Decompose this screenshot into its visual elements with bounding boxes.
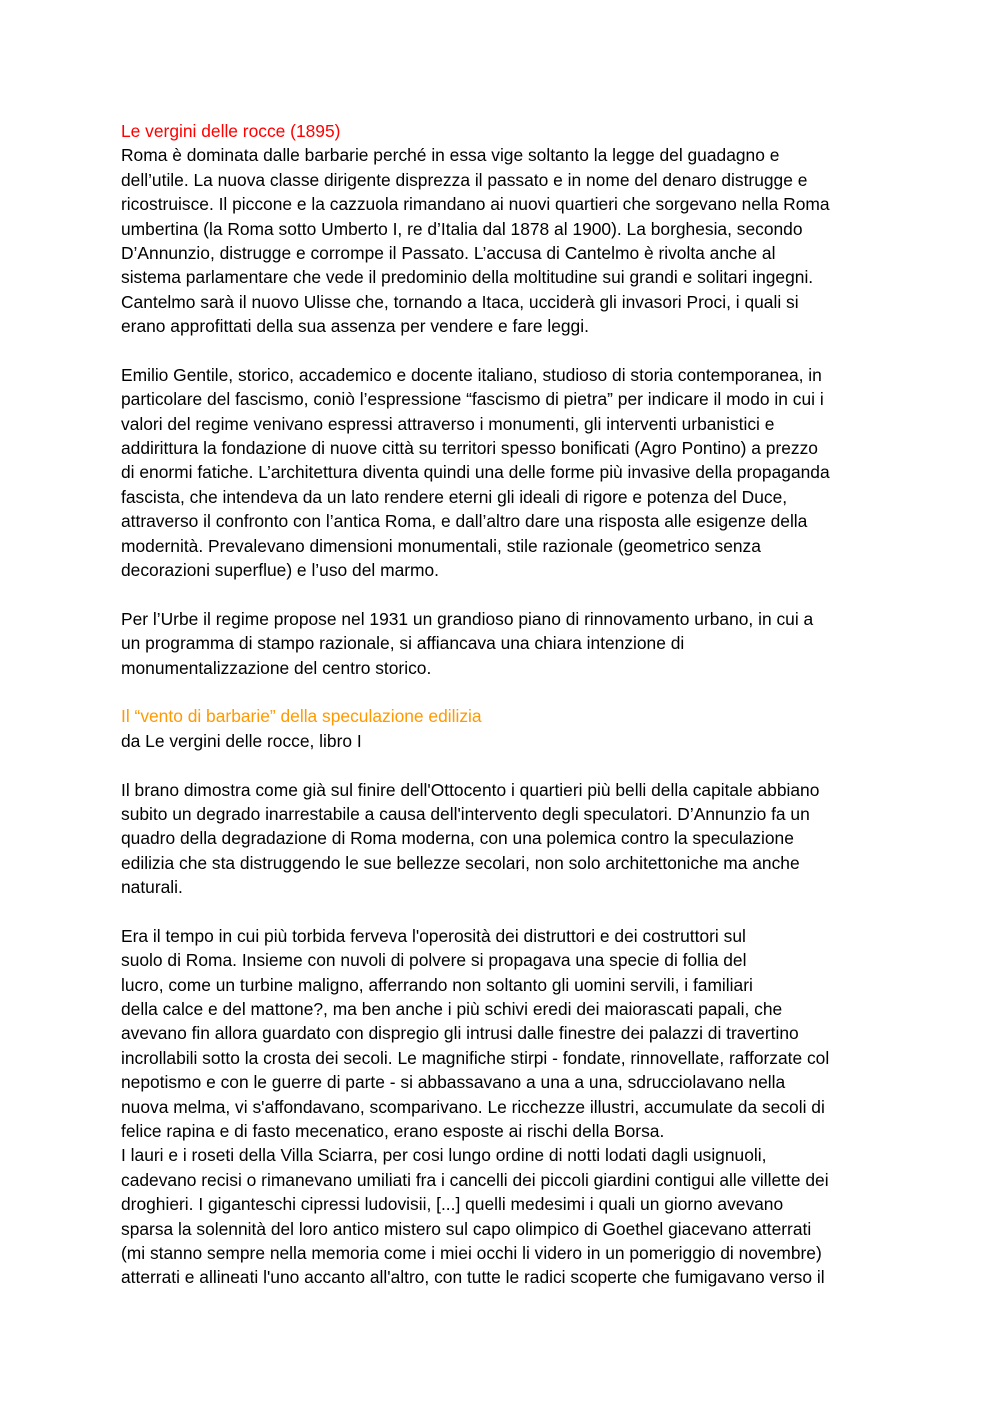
section-heading-vento-di-barbarie: Il “vento di barbarie” della speculazione edilizia	[121, 706, 482, 727]
text-line: edilizia che sta distruggendo le sue bellezze secolari, non solo architettoniche ma anche	[121, 852, 800, 873]
text-line: sparsa la solennità del loro antico mistero sul capo olimpico di Goethel giacevano atterrati	[121, 1218, 812, 1239]
text-line: Per l’Urbe il regime propose nel 1931 un grandioso piano di rinnovamento urbano, in cui a	[121, 608, 814, 629]
text-line: naturali.	[121, 877, 183, 898]
text-line: particolare del fascismo, coniò l’espressione “fascismo di pietra” per indicare il modo in cui i	[121, 389, 824, 410]
text-line: fascista, che intendeva da un lato rendere eterni gli ideali di rigore e potenza del Duce,	[121, 486, 788, 507]
text-line: suolo di Roma. Insieme con nuvoli di polvere si propagava una specie di follia del	[121, 950, 747, 971]
text-line: della calce e del mattone?, ma ben anche i più schivi eredi dei maiorascati papali, che	[121, 999, 783, 1020]
text-line: I lauri e i roseti della Villa Sciarra, per cosi lungo ordine di notti lodati dagli usignuoli,	[121, 1145, 767, 1166]
text-line: nuova melma, vi s'affondavano, scomparivano. Le ricchezze illustri, accumulate da secoli di	[121, 1096, 825, 1117]
text-line: D’Annunzio, distrugge e corrompe il Passato. L’accusa di Cantelmo è rivolta anche al	[121, 242, 776, 263]
text-line: decorazioni superflue) e l’uso del marmo.	[121, 560, 440, 581]
text-line: felice rapina e di fasto mecenatico, erano esposte ai rischi della Borsa.	[121, 1121, 665, 1142]
text-line: (mi stanno sempre nella memoria come i miei occhi li videro in un pomeriggio di novembre)	[121, 1242, 822, 1263]
paragraph-roma-barbarie	[121, 143, 881, 338]
text-line: dell’utile. La nuova classe dirigente disprezza il passato e in nome del denaro distrugge e	[121, 169, 808, 190]
text-line: erano approfittati della sua assenza per vendere e fare leggi.	[121, 316, 589, 337]
text-line: sistema parlamentare che vede il predominio della moltitudine sui grandi e solitari ingegni.	[121, 267, 814, 288]
paragraph-gap	[121, 900, 881, 924]
text-line: un programma di stampo razionale, si affiancava una chiara intenzione di	[121, 633, 685, 654]
text-line: droghieri. I giganteschi cipressi ludovisii, [...] quelli medesimi i quali un giorno avevano	[121, 1194, 784, 1215]
paragraph-gap	[121, 753, 881, 777]
text-line: Roma è dominata dalle barbarie perché in essa vige soltanto la legge del guadagno e	[121, 145, 780, 166]
document-page	[121, 119, 881, 1290]
text-line: ricostruisce. Il piccone e la cazzuola rimandano ai nuovi quartieri che sorgevano nella Roma	[121, 194, 830, 215]
text-line: Emilio Gentile, storico, accademico e docente italiano, studioso di storia contemporanea, in	[121, 364, 822, 385]
text-line: valori del regime venivano espressi attraverso i monumenti, gli interventi urbanistici e	[121, 413, 775, 434]
paragraph-gap	[121, 680, 881, 704]
paragraph-gap	[121, 339, 881, 363]
text-line: umbertina (la Roma sotto Umberto I, re d’Italia dal 1878 al 1900). La borghesia, secondo	[121, 218, 803, 239]
section-subheading-source: da Le vergini delle rocce, libro I	[121, 730, 362, 751]
text-line: modernità. Prevalevano dimensioni monumentali, stile razionale (geometrico senza	[121, 535, 761, 556]
text-line: avevano fin allora guardato con dispregio gli intrusi dalle finestre dei palazzi di travertino	[121, 1023, 799, 1044]
paragraph-fascismo-di-pietra	[121, 363, 881, 583]
paragraph-quotation	[121, 924, 881, 1290]
text-line: Il brano dimostra come già sul finire dell'Ottocento i quartieri più belli della capitale abbiano	[121, 779, 820, 800]
section-heading-vergini: Le vergini delle rocce (1895)	[121, 121, 341, 141]
text-line: monumentalizzazione del centro storico.	[121, 657, 432, 678]
text-line: lucro, come un turbine maligno, afferrando non soltanto gli uomini servili, i familiari	[121, 974, 753, 995]
paragraph-brano-intro	[121, 778, 881, 900]
paragraph-gap	[121, 582, 881, 606]
text-line: nepotismo e con le guerre di parte - si abbassavano a una a una, sdrucciolavano nella	[121, 1072, 786, 1093]
text-line: di enormi fatiche. L’architettura diventa quindi una delle forme più invasive della propaganda	[121, 462, 830, 483]
text-line: attraverso il confronto con l’antica Roma, e dall’altro dare una risposta alle esigenze della	[121, 511, 808, 532]
text-line: atterrati e allineati l'uno accanto all'altro, con tutte le radici scoperte che fumigavano verso il	[121, 1267, 825, 1288]
text-line: Cantelmo sarà il nuovo Ulisse che, tornando a Itaca, ucciderà gli invasori Proci, i quali si	[121, 291, 799, 312]
text-line: quadro della degradazione di Roma moderna, con una polemica contro la speculazione	[121, 828, 794, 849]
paragraph-urbe-1931	[121, 607, 881, 680]
text-line: Era il tempo in cui più torbida ferveva l'operosità dei distruttori e dei costruttori sul	[121, 925, 746, 946]
text-line: cadevano recisi o rimanevano umiliati fra i cancelli dei piccoli giardini contigui alle villette dei	[121, 1169, 829, 1190]
text-line: subito un degrado inarrestabile a causa dell'intervento degli speculatori. D’Annunzio fa un	[121, 803, 810, 824]
text-line: addirittura la fondazione di nuove città su territori spesso bonificati (Agro Pontino) a prezzo	[121, 438, 818, 459]
text-line: incrollabili sotto la crosta dei secoli. Le magnifiche stirpi - fondate, rinnovellate, rafforzate col	[121, 1047, 830, 1068]
